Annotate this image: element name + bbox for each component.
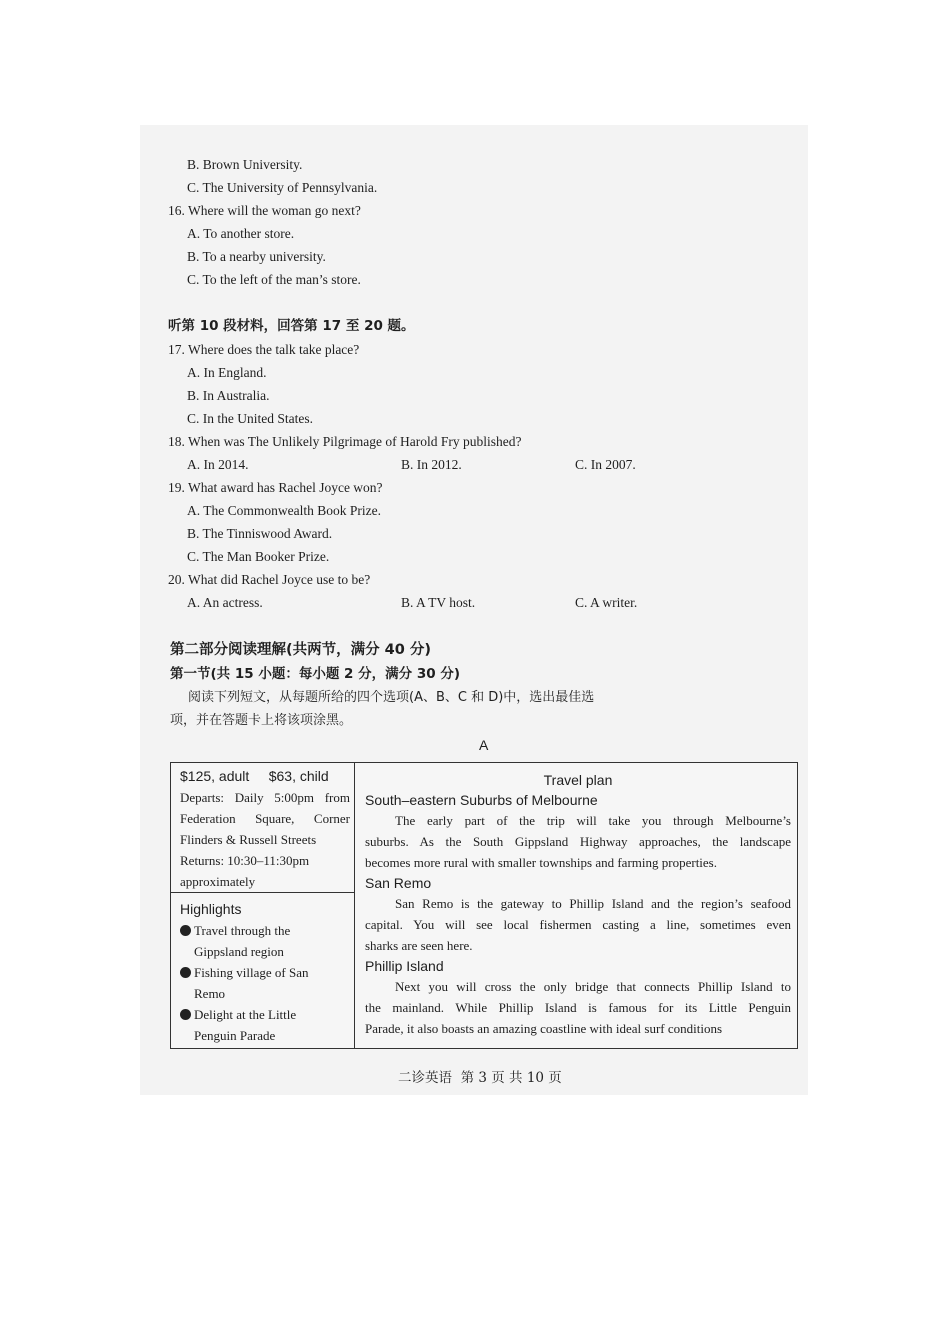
section-text-line: the mainland. While Phillip Island is famous for its Little Penguin: [365, 1000, 791, 1015]
q17-question: 17. Where does the talk take place?: [168, 342, 360, 357]
section-text-line: The early part of the trip will take you through Melbourne’s: [395, 813, 791, 828]
travel-info-box: [170, 762, 798, 1049]
page-footer: 二诊英语 第 3 页 共 10 页: [398, 1070, 562, 1086]
departs-line: Returns: 10:30–11:30pm: [180, 853, 310, 868]
q20-question: 20. What did Rachel Joyce use to be?: [168, 572, 371, 587]
q20-option-b: B. A TV host.: [401, 595, 476, 610]
q15-option-c: C. The University of Pennsylvania.: [187, 180, 378, 195]
section-text-line: sharks are seen here.: [365, 938, 473, 953]
q19-option-c: C. The Man Booker Prize.: [187, 549, 330, 564]
section10-instruction: 听第 10 段材料，回答第 17 至 20 题。: [168, 318, 415, 334]
departs-line: approximately: [180, 874, 256, 889]
reading-instruction-line2: 项，并在答题卡上将该项涂黑。: [170, 713, 353, 728]
section-heading: San Remo: [365, 875, 432, 891]
departs-line: Federation Square, Corner: [180, 811, 350, 826]
section-heading: South–eastern Suburbs of Melbourne: [365, 792, 598, 808]
section-text-line: suburbs. As the South Gippsland Highway approaches, the landscape: [365, 834, 791, 849]
bullet-icon: [180, 925, 191, 936]
reading-instruction-line1: 阅读下列短文，从每题所给的四个选项(A、B、C 和 D)中，选出最佳选: [188, 690, 595, 705]
highlights-title: Highlights: [180, 901, 242, 917]
q18-option-b: B. In 2012.: [401, 457, 462, 472]
highlight-item-continued: Penguin Parade: [194, 1028, 276, 1043]
q16-option-b: B. To a nearby university.: [187, 249, 326, 264]
bullet-icon: [180, 967, 191, 978]
q16-question: 16. Where will the woman go next?: [168, 203, 361, 218]
section-heading: Phillip Island: [365, 958, 444, 974]
bullet-icon: [180, 1009, 191, 1020]
section-text-line: Next you will cross the only bridge that connects Phillip Island to: [395, 979, 791, 994]
q18-option-a: A. In 2014.: [187, 457, 249, 472]
passage-letter: A: [479, 737, 489, 753]
departs-line: Departs: Daily 5:00pm from: [180, 790, 350, 805]
q15-option-b: B. Brown University.: [187, 157, 303, 172]
price-line: $125, adult $63, child: [180, 768, 329, 784]
section-text-line: San Remo is the gateway to Phillip Island and the region’s seafood: [395, 896, 791, 911]
q19-option-a: A. The Commonwealth Book Prize.: [187, 503, 381, 518]
highlight-item: Fishing village of San: [180, 962, 350, 983]
box-divider-horizontal: [171, 892, 355, 893]
reading-part-title: 第二部分阅读理解(共两节，满分 40 分): [170, 642, 432, 658]
q19-option-b: B. The Tinniswood Award.: [187, 526, 333, 541]
departs-line: Flinders & Russell Streets: [180, 832, 317, 847]
section-text-line: capital. You will see local fishermen casting a line, sometimes even: [365, 917, 791, 932]
section-text-line: Parade, it also boasts an amazing coastline with ideal surf conditions: [365, 1021, 723, 1036]
reading-section1-title: 第一节(共 15 小题：每小题 2 分，满分 30 分): [170, 666, 461, 682]
travel-plan-title: Travel plan: [543, 772, 613, 788]
q18-option-c: C. In 2007.: [575, 457, 636, 472]
highlight-item: Delight at the Little: [180, 1004, 350, 1025]
highlight-item-continued: Gippsland region: [194, 944, 284, 959]
box-divider-vertical: [354, 763, 355, 1048]
q17-option-c: C. In the United States.: [187, 411, 313, 426]
section-text-line: becomes more rural with smaller townships and farming properties.: [365, 855, 717, 870]
highlight-item-continued: Remo: [194, 986, 226, 1001]
q16-option-c: C. To the left of the man’s store.: [187, 272, 361, 287]
q17-option-a: A. In England.: [187, 365, 267, 380]
q17-option-b: B. In Australia.: [187, 388, 270, 403]
q20-option-c: C. A writer.: [575, 595, 638, 610]
highlight-item: Travel through the: [180, 920, 350, 941]
q18-question: 18. When was The Unlikely Pilgrimage of Harold Fry published?: [168, 434, 522, 449]
q20-option-a: A. An actress.: [187, 595, 263, 610]
q19-question: 19. What award has Rachel Joyce won?: [168, 480, 383, 495]
q16-option-a: A. To another store.: [187, 226, 295, 241]
